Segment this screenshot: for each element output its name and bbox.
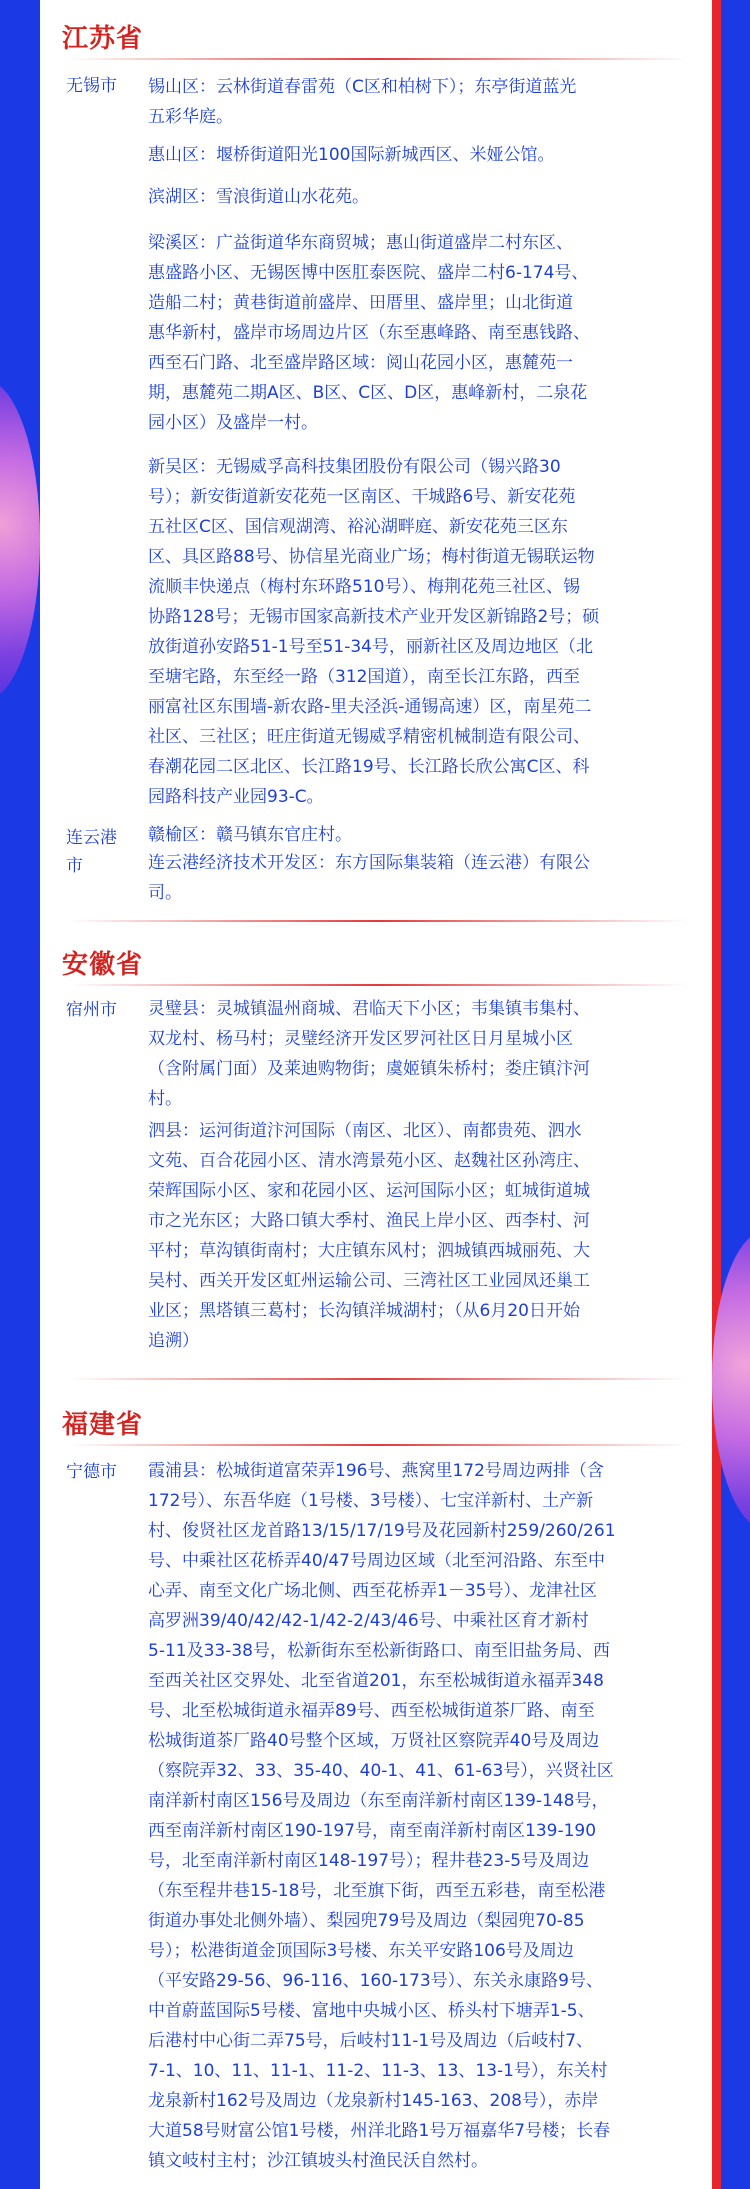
section-divider: [68, 1444, 688, 1446]
district-entry-huishan: 惠山区：堰桥街道阳光100国际新城西区、米娅公馆。: [148, 145, 555, 165]
section-divider: [68, 58, 688, 60]
section-divider: [68, 920, 688, 922]
district-entry-ganyu: 赣榆区：赣马镇东官庄村。: [148, 825, 352, 845]
province-title-fujian: 福建省: [62, 1410, 144, 1440]
city-label-lianyungang: 连云港市: [66, 828, 117, 876]
district-entry-sixian: 泗县：运河街道汴河国际（南区、北区）、南都贵苑、泗水 文苑、百合花园小区、清水湾景苑小区、赵魏社区孙湾庄、 荣辉国际小区、家和花园小区、运河国际小区；虹城街道城 市之光东区；大路口镇大季村、渔民上岸小区、西李村、河 平村；草沟镇街南村；大庄镇东风村；泗城镇西城丽苑、大 吴村、西关开发区虹州运输公司、三湾社区工业园凤还巢工 业区；黑塔镇三葛村；长沟镇洋城湖村；（从6月20日开始 追溯）: [148, 1121, 590, 1351]
province-title-anhui: 安徽省: [62, 950, 144, 980]
section-divider: [68, 1378, 688, 1380]
district-entry-lianyungang-etdz: 连云港经济技术开发区：东方国际集装箱（连云港）有限公 司。: [148, 853, 590, 903]
left-background-band: [0, 0, 40, 2189]
right-red-stripe: [712, 0, 721, 2189]
city-label-wuxi: 无锡市: [66, 76, 117, 96]
section-divider: [68, 984, 688, 986]
district-entry-xishan: 锡山区：云林街道春雷苑（C区和柏树下）；东亭街道蓝光 五彩华庭。: [148, 77, 577, 127]
district-entry-xinwu: 新吴区：无锡威孚高科技集团股份有限公司（锡兴路30 号）；新安街道新安花苑一区南区、干城路6号、新安花苑 五社区C区、国信观湖湾、裕沁湖畔庭、新安花苑三区东 区、具区路88号、协信星光商业广场；梅村街道无锡联运物 流顺丰快递点（梅村东环路510号）、梅荆花苑三社区、锡 协路128号；无锡市国家高新技术产业开发区新锦路2号；硕 放街道孙安路51-1号至51-34号，丽新社区及周边地区（北 至塘宅路，东至经一路（312国道），南至长江东路，西至 丽富社区东围墙-新农路-里夫泾浜-通锡高速）区，南星苑二 社区、三社区；旺庄街道无锡威孚精密机械制造有限公司、 春潮花园二区北区、长江路19号、长江路长欣公寓C区、科 园路科技产业园93-C。: [148, 457, 600, 807]
province-title-jiangsu: 江苏省: [62, 24, 144, 54]
district-entry-xiapu: 霞浦县：松城街道富荣弄196号、燕窝里172号周边两排（含 172号）、东吾华庭（1号楼、3号楼）、七宝洋新村、土产新 村、俊贤社区龙首路13/15/17/19号及花园新村259/260/261 号、中乘社区花桥弄40/47号周边区域（北至河沿路、东至中 心弄、南至文化广场北侧、西至花桥弄1－35号）、龙津社区 高罗洲39/40/42/42-1/42-2/43/46号、中乘社区育才新村 5-11及33-38号，松新街东至松新街路口、南至旧盐务局、西 至西关社区交界处、北至省道201，东至松城街道永福弄348 号、北至松城街道永福弄89号、西至松城街道茶厂路、南至 松城街道茶厂路40号整个区域，万贤社区察院弄40号及周边 （察院弄32、33、35-40、40-1、41、61-63号），兴贤社区 南洋新村南区156号及周边（东至南洋新村南区139-148号， 西至南洋新村南区190-197号，南至南洋新村南区139-190 号，北至南洋新村南区148-197号）；程井巷23-5号及周边 （东至程井巷15-18号，北至旗下街，西至五彩巷，南至松港 街道办事处北侧外墙）、梨园兜79号及周边（梨园兜70-85 号）；松港街道金顶国际3号楼、东关平安路106号及周边 （平安路29-56、96-116、160-173号）、东关永康路9号、 中首蔚蓝国际5号楼、富地中央城小区、桥头村下塘弄1-5、 后港村中心街二弄75号，后岐村11-1号及周边（后岐村7、 7-1、10、11、11-1、11-2、11-3、13、13-1号），东关村 龙泉新村162号及周边（龙泉新村145-163、208号），赤岸 大道58号财富公馆1号楼，州洋北路1号万福嘉华7号楼；长春 镇文岐村主村；沙江镇坡头村渔民沃自然村。: [148, 1461, 616, 2171]
district-entry-liangxi: 梁溪区：广益街道华东商贸城；惠山街道盛岸二村东区、 惠盛路小区、无锡医博中医肛泰医院、盛岸二村6-174号、 造船二村；黄巷街道前盛岸、田厝里、盛岸里；山北街道 惠华新村，盛岸市场周边片区（东至惠峰路、南至惠钱路、 西至石门路、北至盛岸路区域：阅山花园小区，惠麓苑一 期，惠麓苑二期A区、B区、C区、D区，惠峰新村，二泉花 园小区）及盛岸一村。: [148, 233, 590, 433]
district-entry-binhu: 滨湖区：雪浪街道山水花苑。: [148, 187, 369, 207]
content-panel: [40, 0, 712, 2189]
district-entry-lingbi: 灵璧县：灵城镇温州商城、君临天下小区；韦集镇韦集村、 双龙村、杨马村；灵璧经济开发区罗河社区日月星城小区 （含附属门面）及莱迪购物街；虞姬镇朱桥村；娄庄镇汴河 村。: [148, 999, 590, 1109]
city-label-ningde: 宁德市: [66, 1462, 117, 1482]
city-label-suzhou: 宿州市: [66, 1000, 117, 1020]
